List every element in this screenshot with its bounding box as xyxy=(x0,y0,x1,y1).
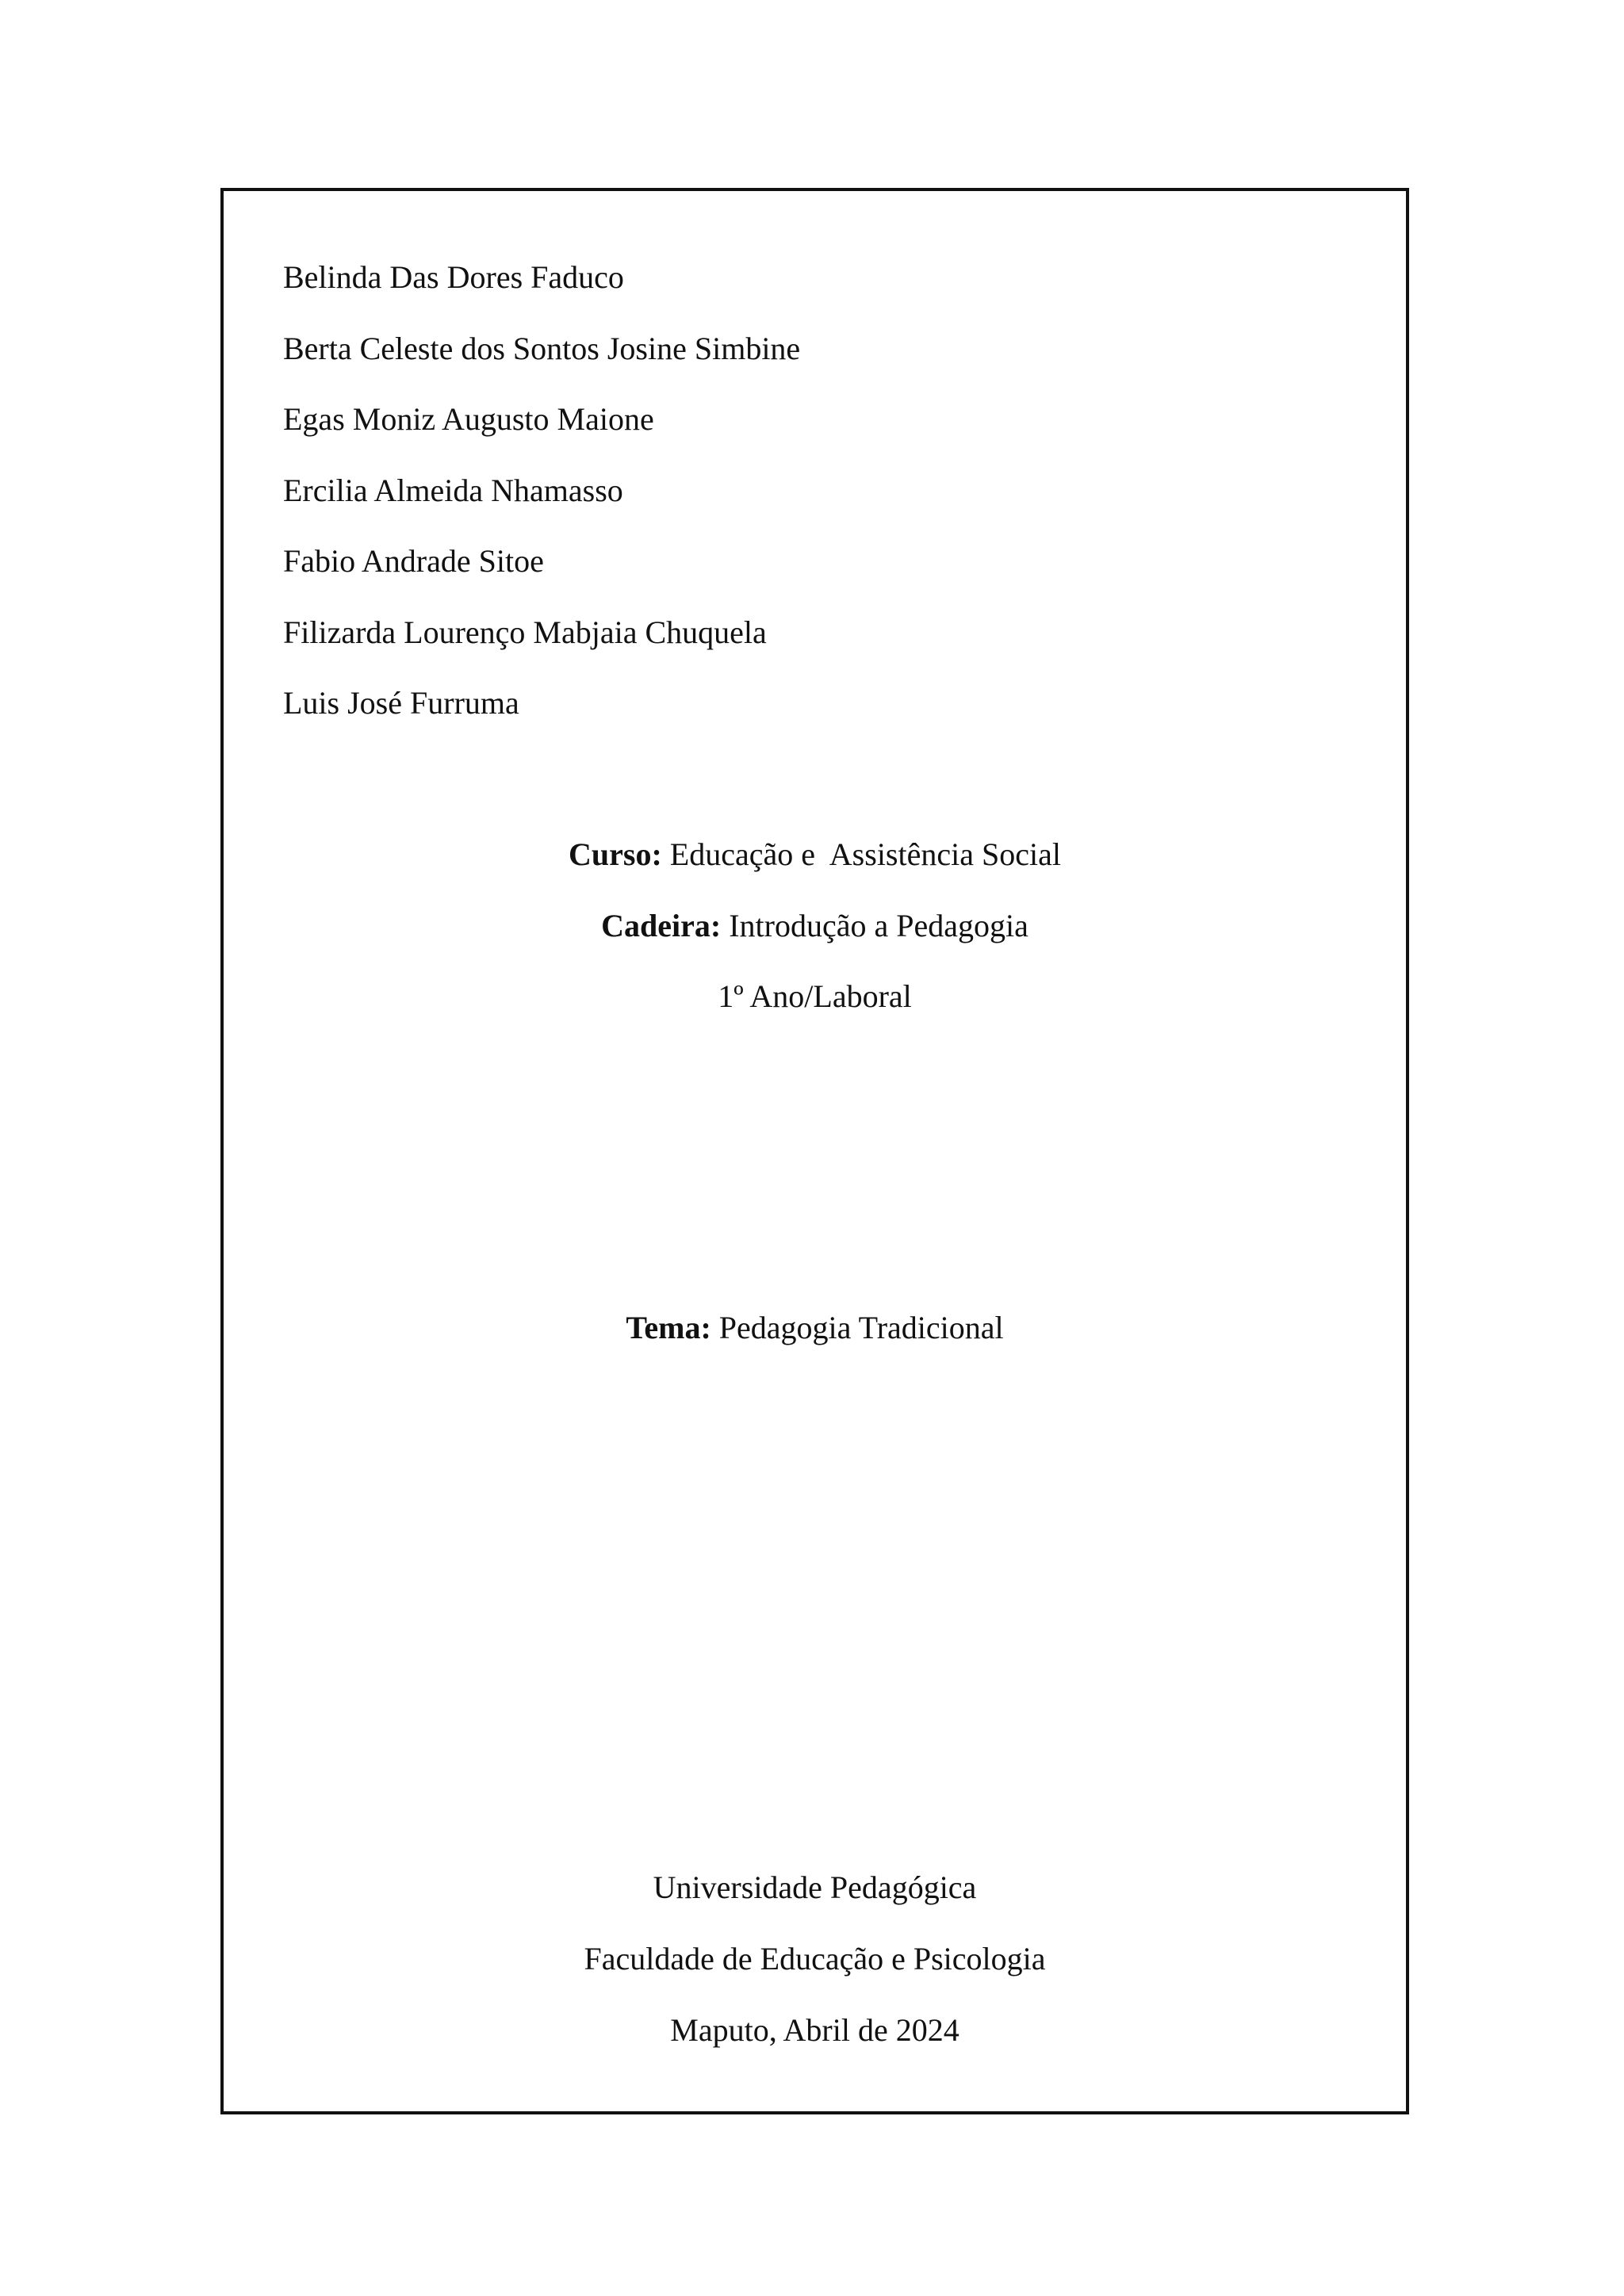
subject-label: Cadeira: xyxy=(601,908,722,943)
author-name: Filizarda Lourenço Mabjaia Chuquela xyxy=(283,614,767,650)
course-line xyxy=(220,836,1409,874)
author-name: Fabio Andrade Sitoe xyxy=(283,543,544,579)
author-list xyxy=(283,259,801,759)
subject-value: Introdução a Pedagogia xyxy=(729,908,1028,943)
theme-line xyxy=(220,1309,1409,1347)
course-label: Curso: xyxy=(569,836,662,872)
university-name: Universidade Pedagógica xyxy=(653,1869,977,1905)
course-value: Educação e Assistência Social xyxy=(669,836,1061,872)
faculty-name: Faculdade de Educação e Psicologia xyxy=(584,1941,1046,1976)
place-date: Maputo, Abril de 2024 xyxy=(670,2012,959,2048)
author-name: Belinda Das Dores Faduco xyxy=(283,259,624,295)
author-name: Egas Moniz Augusto Maione xyxy=(283,401,654,437)
theme-value: Pedagogia Tradicional xyxy=(718,1310,1004,1345)
subject-line xyxy=(220,907,1409,945)
author-name: Berta Celeste dos Sontos Josine Simbine xyxy=(283,330,801,366)
author-name: Ercilia Almeida Nhamasso xyxy=(283,472,623,508)
year-line: 1º Ano/Laboral xyxy=(718,978,912,1014)
theme-label: Tema: xyxy=(626,1310,711,1345)
author-name: Luis José Furruma xyxy=(283,685,519,721)
